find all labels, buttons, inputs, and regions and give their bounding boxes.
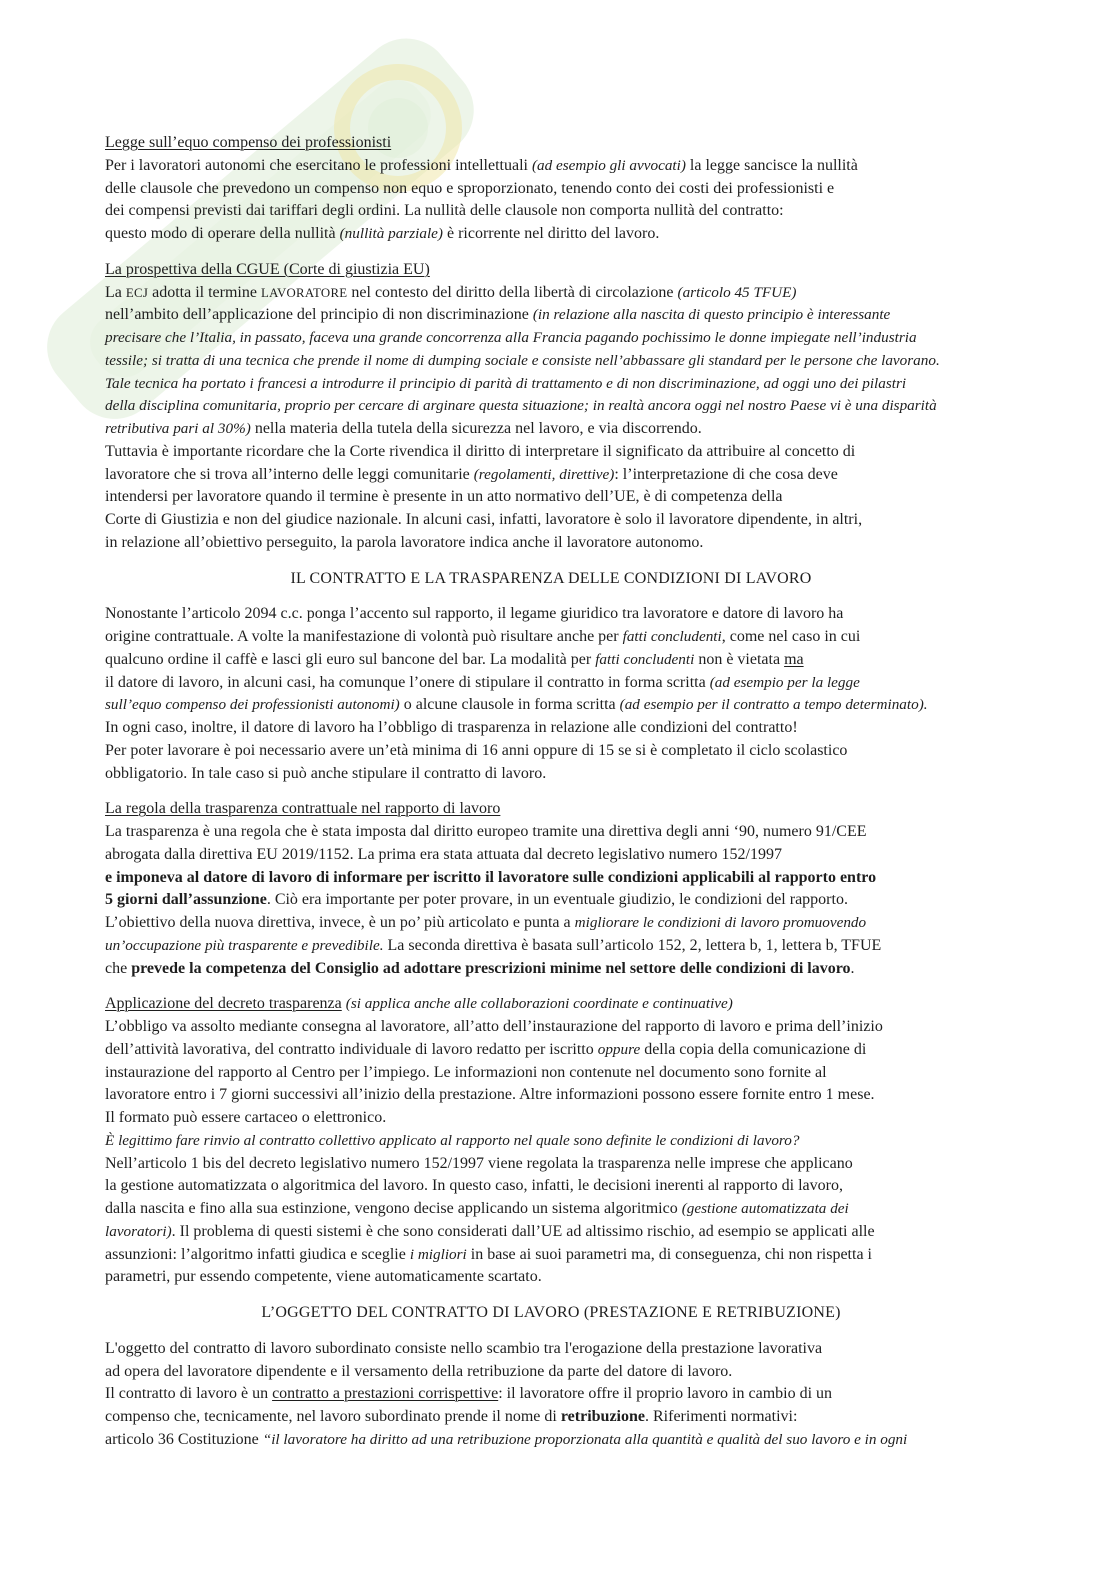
text-line xyxy=(105,1084,1005,1107)
text-line xyxy=(105,509,1005,532)
text-line xyxy=(105,626,1005,649)
text-line xyxy=(105,1361,1005,1384)
text-run: articolo 36 Costituzione xyxy=(105,1430,263,1448)
text-line xyxy=(105,993,1005,1016)
text-run: la gestione automatizzata o algoritmica del lavoro. In questo caso, infatti, le decisioni inerenti al rapporto di lavoro, xyxy=(105,1177,843,1195)
text-run: della copia della comunicazione di xyxy=(640,1040,867,1058)
text-line xyxy=(105,1107,1005,1130)
underlined-text: La prospettiva della CGUE (Corte di giustizia EU) xyxy=(105,260,430,278)
text-run: IL CONTRATTO E LA TRASPARENZA DELLE CONDIZIONI DI LAVORO xyxy=(290,569,812,587)
underlined-text: Legge sull’equo compenso dei professionisti xyxy=(105,134,392,151)
text-line xyxy=(105,304,1005,327)
text-run: nella materia della tutela della sicurezza nel lavoro, e via discorrendo. xyxy=(250,420,702,437)
paragraph-block xyxy=(105,603,1005,785)
text-line xyxy=(105,867,1005,890)
text-run: Il contratto di lavoro è un xyxy=(105,1385,273,1403)
text-line xyxy=(105,1266,1005,1289)
document-body xyxy=(105,132,1005,1452)
text-line xyxy=(105,763,1005,786)
underlined-text: ma xyxy=(784,650,804,668)
text-line xyxy=(105,418,1005,441)
text-line xyxy=(105,1221,1005,1244)
text-line xyxy=(105,1302,1005,1325)
bold-text: 5 giorni dall’assunzione xyxy=(105,891,267,909)
italic-text: i migliori xyxy=(409,1245,467,1263)
paragraph-block xyxy=(105,993,1005,1289)
text-run: , come nel caso in cui xyxy=(721,628,861,645)
text-run: non è vietata xyxy=(694,650,785,668)
text-run: instaurazione del rapporto al Centro per l’impiego. Le informazioni non contenute nel documento sono fornite al xyxy=(105,1063,827,1081)
text-line xyxy=(105,1130,1005,1153)
underlined-text: contratto a prestazioni corrispettive xyxy=(272,1385,499,1403)
text-line xyxy=(105,935,1005,958)
text-line xyxy=(105,717,1005,740)
text-run: La xyxy=(105,283,126,301)
text-run: Nonostante l’articolo 2094 c.c. ponga l’accento sul rapporto, il legame giuridico tra lavoratore e datore di lavoro ha xyxy=(105,605,844,623)
section-heading xyxy=(105,1302,1005,1325)
text-run: abrogata dalla direttiva EU 2019/1152. La prima era stata attuata dal decreto legislativo numero 152/1997 xyxy=(105,845,782,863)
text-run: L’obiettivo della nuova direttiva, invece, è un po’ più articolato e punta a xyxy=(105,914,575,931)
text-run: . Ciò era importante per poter provare, in un eventuale giudizio, le condizioni del rapporto. xyxy=(266,891,848,909)
italic-text: un’occupazione più trasparente e prevedibile. xyxy=(105,936,384,954)
text-line xyxy=(105,178,1005,201)
text-run: lavoratore che si trova all’interno delle leggi comunitarie xyxy=(105,465,474,483)
text-run: in relazione all’obiettivo perseguito, la parola lavoratore indica anche il lavoratore autonomo. xyxy=(105,533,704,551)
text-run: il datore di lavoro, in alcuni casi, ha comunque l’onere di stipulare il contratto in forma scritta xyxy=(105,673,710,691)
text-run: dell’attività lavorativa, del contratto individuale di lavoro redatto per iscritto xyxy=(105,1040,598,1058)
text-run: La seconda direttiva è basata sull’articolo 152, 2, lettera b, 1, lettera b, TFUE xyxy=(383,936,882,954)
text-line xyxy=(105,200,1005,223)
text-run: ad opera del lavoratore dipendente e il versamento della retribuzione da parte del datore di lavoro. xyxy=(105,1362,733,1380)
text-run: Per poter lavorare è poi necessario avere un’età minima di 16 anni oppure di 15 se si è completato il ciclo scolastico xyxy=(105,741,848,759)
text-line xyxy=(105,1039,1005,1062)
text-run: . Il problema di questi sistemi è che sono considerati dall’UE ad altissimo rischio, ad esempio se applicati alle xyxy=(171,1222,875,1240)
italic-text: tessile; si tratta di una tecnica che prende il nome di dumping sociale e consiste nell’abbassare gli standard per le persone che lavorano. xyxy=(105,351,940,369)
text-line xyxy=(105,282,1005,305)
text-run: qualcuno ordine il caffè e lasci gli euro sul bancone del bar. La modalità per xyxy=(105,650,596,668)
text-run: : il lavoratore offre il proprio lavoro in cambio di un xyxy=(498,1385,833,1403)
italic-text: (ad esempio gli avvocati) xyxy=(531,156,686,174)
italic-text: Tale tecnica ha portato i francesi a introdurre il principio di parità di trattamento e di non discriminazione, ad oggi uno dei pilastri xyxy=(105,374,907,392)
paragraph-block xyxy=(105,1338,1005,1452)
text-line xyxy=(105,912,1005,935)
text-run: L’obbligo va assolto mediante consegna al lavoratore, all’atto dell’instaurazione del rapporto di lavoro e prima dell’inizio xyxy=(105,1018,883,1035)
italic-text: sull’equo compenso dei professionisti autonomi) xyxy=(105,696,400,714)
text-line xyxy=(105,395,1005,418)
text-run: è ricorrente nel diritto del lavoro. xyxy=(442,225,660,242)
text-run: lavoratore entro i 7 giorni successivi all’inizio della prestazione. Altre informazioni possono essere fornite entro 1 mese. xyxy=(105,1086,875,1104)
small-caps-text: LAVORATORE xyxy=(260,285,348,300)
text-line xyxy=(105,464,1005,487)
underlined-text: Applicazione del decreto trasparenza xyxy=(105,995,342,1013)
text-run: In ogni caso, inoltre, il datore di lavoro ha l’obbligo di trasparenza in relazione alle condizioni del contratto! xyxy=(105,719,798,736)
text-run: in base ai suoi parametri ma, di conseguenza, chi non rispetta i xyxy=(466,1245,872,1263)
text-run: o alcune clausole in forma scritta xyxy=(399,696,620,714)
text-run: La trasparenza è una regola che è stata imposta dal diritto europeo tramite una direttiva degli anni ‘90, numero 91/CEE xyxy=(105,823,867,840)
text-line xyxy=(105,844,1005,867)
text-run: obbligatorio. In tale caso si può anche stipulare il contratto di lavoro. xyxy=(105,764,547,782)
italic-text: (ad esempio per il contratto a tempo determinato). xyxy=(619,696,928,714)
text-line xyxy=(105,1153,1005,1176)
text-line xyxy=(105,649,1005,672)
text-line xyxy=(105,1244,1005,1267)
text-line xyxy=(105,740,1005,763)
italic-text: (in relazione alla nascita di questo principio è interessante xyxy=(532,306,891,324)
text-run: che xyxy=(105,959,132,977)
text-line xyxy=(105,694,1005,717)
italic-text: lavoratori) xyxy=(105,1222,172,1240)
text-run: la legge sancisce la nullità xyxy=(685,156,858,174)
text-line xyxy=(105,798,1005,821)
text-run: nel contesto del diritto della libertà di circolazione xyxy=(347,283,678,301)
text-run: dalla nascita e fino alla sua estinzione, vengono decise applicando un sistema algoritmico xyxy=(105,1200,682,1217)
text-run: L’OGGETTO DEL CONTRATTO DI LAVORO (PRESTAZIONE E RETRIBUZIONE) xyxy=(261,1304,841,1321)
section-heading xyxy=(105,568,1005,591)
text-line xyxy=(105,327,1005,350)
text-line xyxy=(105,373,1005,396)
text-line xyxy=(105,155,1005,178)
bold-text: e imponeva al datore di lavoro di informare per iscritto il lavoratore sulle condizioni applicabili al rapporto entro xyxy=(105,868,877,886)
italic-text: (ad esempio per la legge xyxy=(709,673,860,691)
italic-text: “il lavoratore ha diritto ad una retribuzione proporzionata alla quantità e qualità del suo lavoro e in ogni xyxy=(262,1430,908,1448)
text-run: dei compensi previsti dai tariffari degli ordini. La nullità delle clausole non comporta nullità del contratto: xyxy=(105,202,784,220)
text-line xyxy=(105,223,1005,246)
text-run: Per i lavoratori autonomi che esercitano le professioni intellettuali xyxy=(105,156,532,174)
text-line xyxy=(105,889,1005,912)
text-run: L'oggetto del contratto di lavoro subordinato consiste nello scambio tra l'erogazione della prestazione lavorativa xyxy=(105,1339,823,1357)
text-line xyxy=(105,1338,1005,1361)
text-line xyxy=(105,1062,1005,1085)
text-run: Tuttavia è importante ricordare che la Corte rivendica il diritto di interpretare il significato da attribuire al concetto di xyxy=(105,442,856,460)
italic-text: precisare che l’Italia, in passato, faceva una grande concorrenza alla Francia pagando pochissimo le donne impiegate nell’industria xyxy=(105,329,917,346)
text-run: parametri, pur essendo competente, viene automaticamente scartato. xyxy=(105,1268,542,1286)
text-line xyxy=(105,603,1005,626)
paragraph-block xyxy=(105,259,1005,555)
paragraph-block xyxy=(105,798,1005,980)
text-line xyxy=(105,259,1005,282)
italic-text: oppure xyxy=(597,1040,641,1058)
italic-text: (regolamenti, direttive) xyxy=(473,465,615,483)
paragraph-block xyxy=(105,132,1005,246)
underlined-text: La regola della trasparenza contrattuale nel rapporto di lavoro xyxy=(105,800,501,818)
text-run: questo modo di operare della nullità xyxy=(105,225,340,242)
text-line xyxy=(105,821,1005,844)
text-line xyxy=(105,1175,1005,1198)
italic-text: retributiva pari al 30%) xyxy=(105,420,251,437)
text-run: Nell’articolo 1 bis del decreto legislativo numero 152/1997 viene regolata la trasparenza nelle imprese che applicano xyxy=(105,1154,853,1172)
text-line xyxy=(105,1198,1005,1221)
italic-text: migliorare le condizioni di lavoro promuovendo xyxy=(574,914,867,931)
bold-text: prevede la competenza del Consiglio ad adottare prescrizioni minime nel settore delle condizioni di lavoro xyxy=(131,959,851,977)
italic-text: (nullità parziale) xyxy=(339,225,443,242)
text-run: origine contrattuale. A volte la manifestazione di volontà può risultare anche per xyxy=(105,628,623,645)
text-run: compenso che, tecnicamente, nel lavoro subordinato prende il nome di xyxy=(105,1408,561,1425)
text-line xyxy=(105,532,1005,555)
italic-text: (si applica anche alle collaborazioni coordinate e continuative) xyxy=(345,995,733,1013)
text-line xyxy=(105,1429,1005,1452)
text-line xyxy=(105,958,1005,981)
text-run: Il formato può essere cartaceo o elettronico. xyxy=(105,1109,387,1126)
text-line xyxy=(105,486,1005,509)
bold-text: retribuzione xyxy=(560,1408,645,1425)
text-run: delle clausole che prevedono un compenso non equo e sproporzionato, tenendo conto dei costi dei professionisti e xyxy=(105,179,835,197)
text-run: : l’interpretazione di che cosa deve xyxy=(614,465,838,483)
text-line xyxy=(105,1016,1005,1039)
text-line xyxy=(105,672,1005,695)
italic-text: (articolo 45 TFUE) xyxy=(677,283,797,301)
text-run: assunzioni: l’algoritmo infatti giudica e sceglie xyxy=(105,1245,410,1263)
text-line xyxy=(105,350,1005,373)
text-run: . xyxy=(850,959,855,977)
italic-text: fatti concludenti xyxy=(595,650,695,668)
italic-text: della disciplina comunitaria, proprio per cercare di arginare questa situazione; in realtà ancora oggi nel nostro Paese vi è una disparità xyxy=(105,397,937,415)
text-run: intendersi per lavoratore quando il termine è presente in un atto normativo dell’UE, è di competenza della xyxy=(105,488,783,506)
text-line xyxy=(105,441,1005,464)
text-run: . Riferimenti normativi: xyxy=(645,1408,798,1425)
text-line xyxy=(105,1383,1005,1406)
text-run: nell’ambito dell’applicazione del principio di non discriminazione xyxy=(105,306,533,324)
text-line xyxy=(105,132,1005,155)
text-run: Corte di Giustizia e non del giudice nazionale. In alcuni casi, infatti, lavoratore è solo il lavoratore dipendente, in altri, xyxy=(105,511,863,528)
italic-text: fatti concludenti xyxy=(622,628,722,645)
italic-text: (gestione automatizzata dei xyxy=(681,1200,849,1217)
text-line xyxy=(105,568,1005,591)
small-caps-text: ECJ xyxy=(125,285,149,300)
text-run: adotta il termine xyxy=(148,283,261,301)
text-line xyxy=(105,1406,1005,1429)
italic-text: È legittimo fare rinvio al contratto collettivo applicato al rapporto nel quale sono definite le condizioni di lavoro? xyxy=(105,1131,800,1149)
